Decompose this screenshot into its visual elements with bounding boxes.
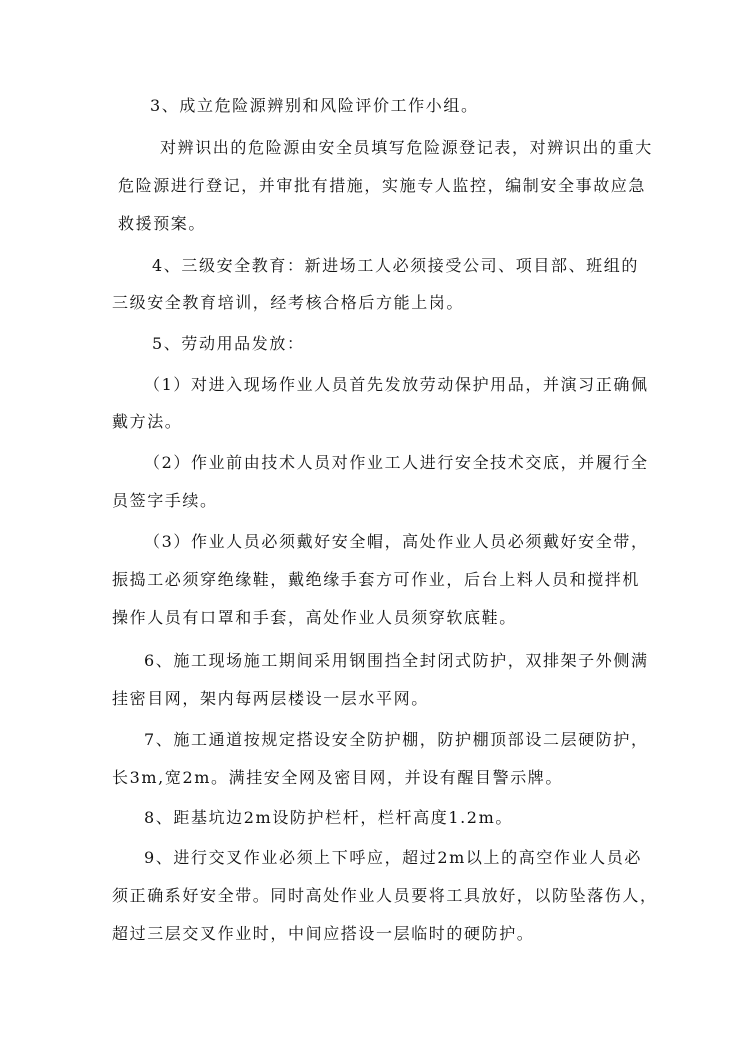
text-line: 须正确系好安全带。同时高处作业人员要将工具放好，以防坠落伤人， — [112, 886, 658, 905]
text-line: 长3m,宽2m。满挂安全网及密目网，并设有醒目警示牌。 — [112, 768, 563, 787]
text-line: 操作人员有口罩和手套，高处作业人员须穿软底鞋。 — [112, 608, 517, 627]
text-line-section-7: 7、施工通道按规定搭设安全防护棚，防护棚顶部设二层硬防护， — [144, 730, 649, 749]
text-line-section-5: 5、劳动用品发放： — [152, 334, 305, 353]
text-line: 对辨识出的危险源由安全员填写危险源登记表，对辨识出的重大 — [160, 138, 653, 157]
text-line: 危险源进行登记，并审批有措施，实施专人监控，编制安全事故应急 — [118, 176, 647, 195]
text-line: 员签字手续。 — [112, 491, 218, 510]
text-line: 救援预案。 — [118, 214, 207, 233]
text-line: 振捣工必须穿绝缘鞋，戴绝缘手套方可作业，后台上料人员和搅拌机 — [112, 570, 641, 589]
text-line-item-1: （1）对进入现场作业人员首先发放劳动保护用品，并演习正确佩 — [144, 375, 649, 394]
text-line: 超过三层交叉作业时，中间应搭设一层临时的硬防护。 — [112, 924, 535, 943]
text-line-section-4: 4、三级安全教育：新进场工人必须接受公司、项目部、班组的 — [152, 256, 639, 275]
text-line: 三级安全教育培训，经考核合格后方能上岗。 — [112, 293, 465, 312]
text-line: 挂密目网，架内每两层楼设一层水平网。 — [112, 689, 429, 708]
text-line: 戴方法。 — [112, 412, 183, 431]
text-line-section-8: 8、距基坑边2m设防护栏杆，栏杆高度1.2m。 — [144, 808, 513, 827]
text-line-section-9: 9、进行交叉作业必须上下呼应，超过2m以上的高空作业人员必 — [144, 848, 642, 867]
text-line-section-6: 6、施工现场施工期间采用钢围挡全封闭式防护，双排架子外侧满 — [144, 651, 649, 670]
text-line-item-3: （3）作业人员必须戴好安全帽，高处作业人员必须戴好安全带， — [144, 532, 649, 551]
text-line-section-3: 3、成立危险源辨别和风险评价工作小组。 — [150, 96, 479, 115]
text-line-item-2: （2）作业前由技术人员对作业工人进行安全技术交底，并履行全 — [144, 453, 649, 472]
